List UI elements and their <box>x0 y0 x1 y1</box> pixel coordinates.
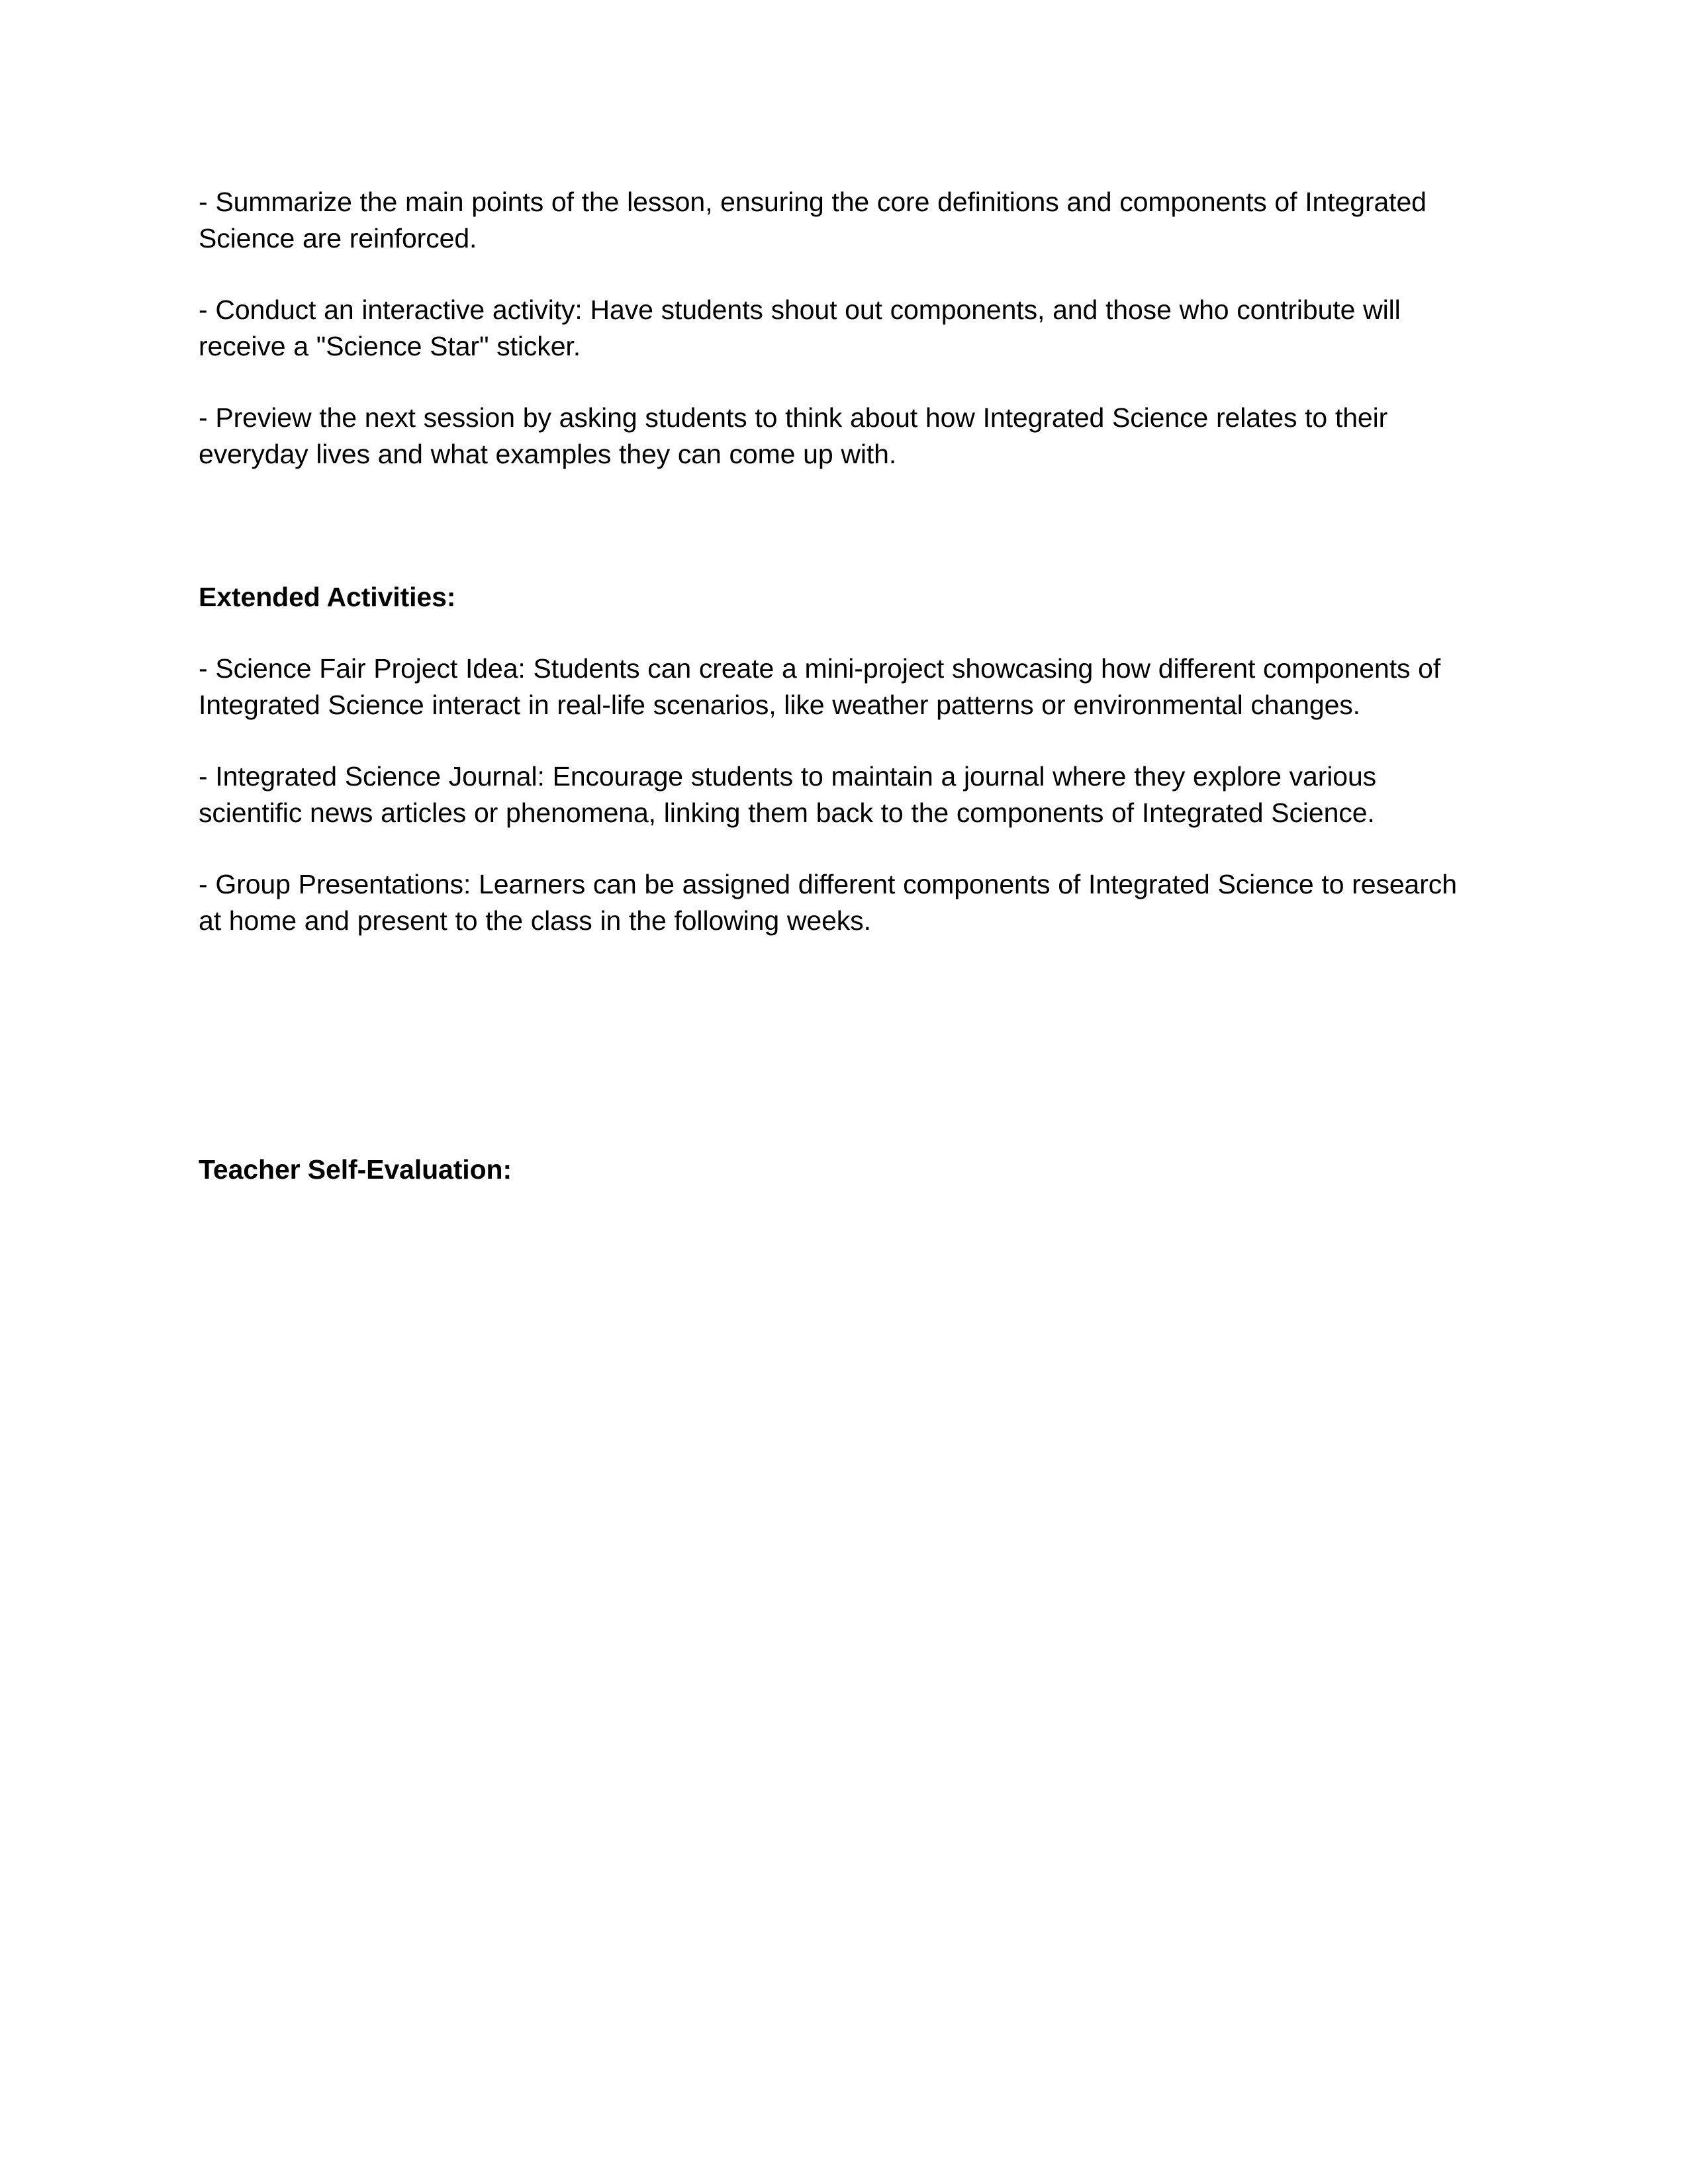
document-body <box>199 184 1476 1188</box>
heading-extended-activities: Extended Activities: <box>199 582 456 612</box>
paragraph-science-fair-project: - Science Fair Project Idea: Students can create a mini-project showcasing how different components of Integrated Science interact in real-life scenarios, like weather patterns or environmental changes. <box>199 653 1441 720</box>
empty-paragraph-block-spacer <box>199 974 1476 1152</box>
paragraph-summarize: - Summarize the main points of the lesson, ensuring the core definitions and components of Integrated Science are reinforced. <box>199 187 1427 253</box>
empty-paragraph-spacer <box>199 508 1476 579</box>
paragraph-group-presentations: - Group Presentations: Learners can be assigned different components of Integrated Science to research at home and present to the class in the following weeks. <box>199 869 1457 936</box>
paragraph-integrated-science-journal: - Integrated Science Journal: Encourage students to maintain a journal where they explore various scientific news articles or phenomena, linking them back to the components of Integrated Science. <box>199 761 1377 828</box>
heading-teacher-self-evaluation: Teacher Self-Evaluation: <box>199 1154 512 1185</box>
paragraph-preview-next-session: - Preview the next session by asking students to think about how Integrated Science relates to their everyday lives and what examples they can come up with. <box>199 402 1388 469</box>
paragraph-interactive-activity: - Conduct an interactive activity: Have students shout out components, and those who contribute will receive a "Science Star" sticker. <box>199 295 1401 361</box>
